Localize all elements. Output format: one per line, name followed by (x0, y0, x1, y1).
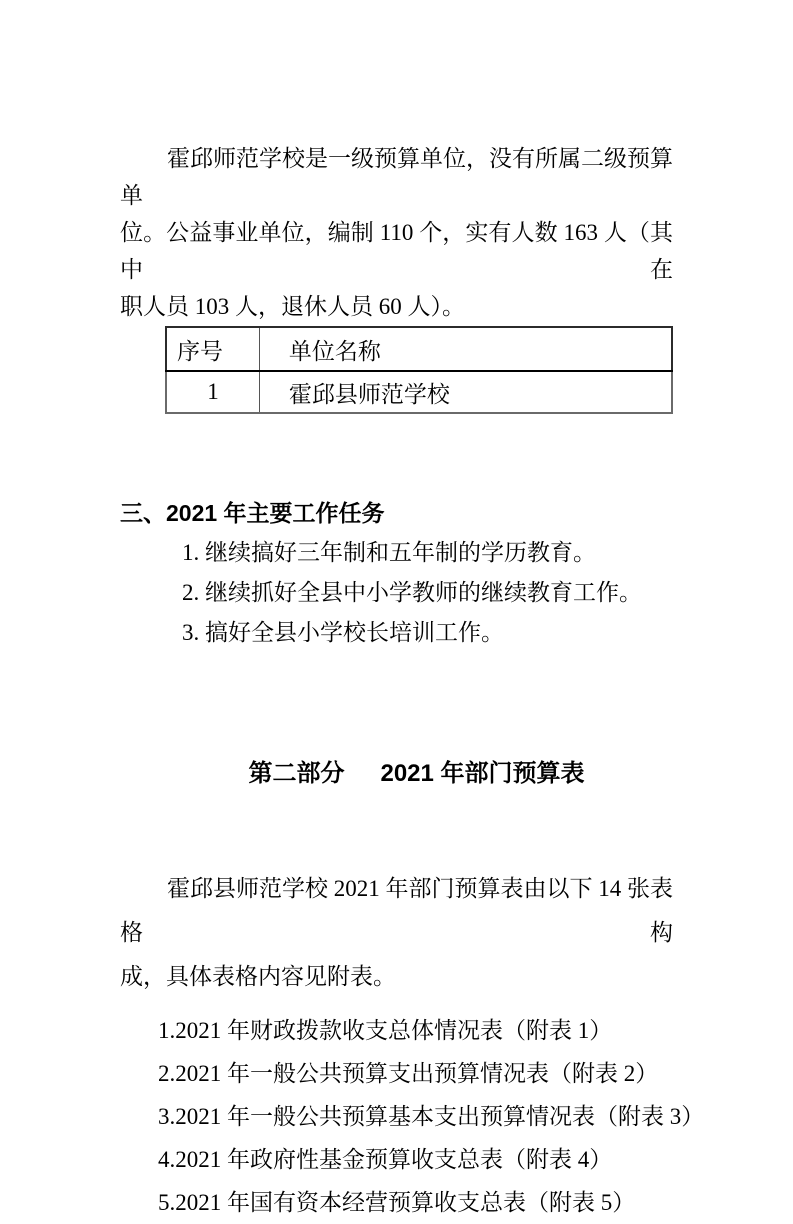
unit-table-header-name: 单位名称 (259, 327, 672, 371)
part-two-title: 2021 年部门预算表 (380, 760, 585, 787)
intro-paragraph-line-3: 职人员 103 人，退休人员 60 人）。 (120, 294, 465, 319)
unit-table-cell-name: 霍邱县师范学校 (259, 371, 672, 413)
part-two-paragraph-line-1: 霍邱县师范学校 2021 年部门预算表由以下 14 张表格构 (120, 876, 673, 945)
intro-paragraph-line-1: 霍邱师范学校是一级预算单位，没有所属二级预算单 (120, 146, 673, 208)
unit-table (165, 326, 673, 414)
intro-paragraph (120, 140, 673, 325)
unit-table-header-serial: 序号 (166, 327, 259, 371)
unit-table-cell-serial: 1 (166, 371, 259, 413)
budget-table-item-5: 5.2021 年国有资本经营预算收支总表（附表 5） (158, 1190, 636, 1215)
budget-table-item-2: 2.2021 年一般公共预算支出预算情况表（附表 2） (158, 1061, 659, 1086)
task-item-2: 2. 继续抓好全县中小学教师的继续教育工作。 (182, 580, 642, 605)
task-item-3: 3. 搞好全县小学校长培训工作。 (182, 620, 504, 645)
section-three-task-list (120, 533, 673, 653)
intro-paragraph-line-2: 位。公益事业单位，编制 110 个，实有人数 163 人（其中在 (120, 220, 673, 282)
budget-table-item-4: 4.2021 年政府性基金预算收支总表（附表 4） (158, 1147, 613, 1172)
budget-tables-list (120, 1009, 705, 1224)
budget-table-item-1: 1.2021 年财政拨款收支总体情况表（附表 1） (158, 1018, 613, 1043)
section-three-heading: 三、2021 年主要工作任务 (120, 500, 385, 526)
part-two-paragraph-line-2: 成，具体表格内容见附表。 (120, 964, 396, 989)
unit-table-header-row (166, 327, 672, 371)
part-two-heading (120, 726, 673, 822)
part-two-paragraph (120, 867, 673, 999)
document-body (120, 140, 705, 1224)
task-item-1: 1. 继续搞好三年制和五年制的学历教育。 (182, 540, 596, 565)
budget-table-item-3: 3.2021 年一般公共预算基本支出预算情况表（附表 3） (158, 1104, 705, 1129)
part-two-label: 第二部分 (248, 760, 345, 787)
unit-table-row (166, 371, 672, 413)
